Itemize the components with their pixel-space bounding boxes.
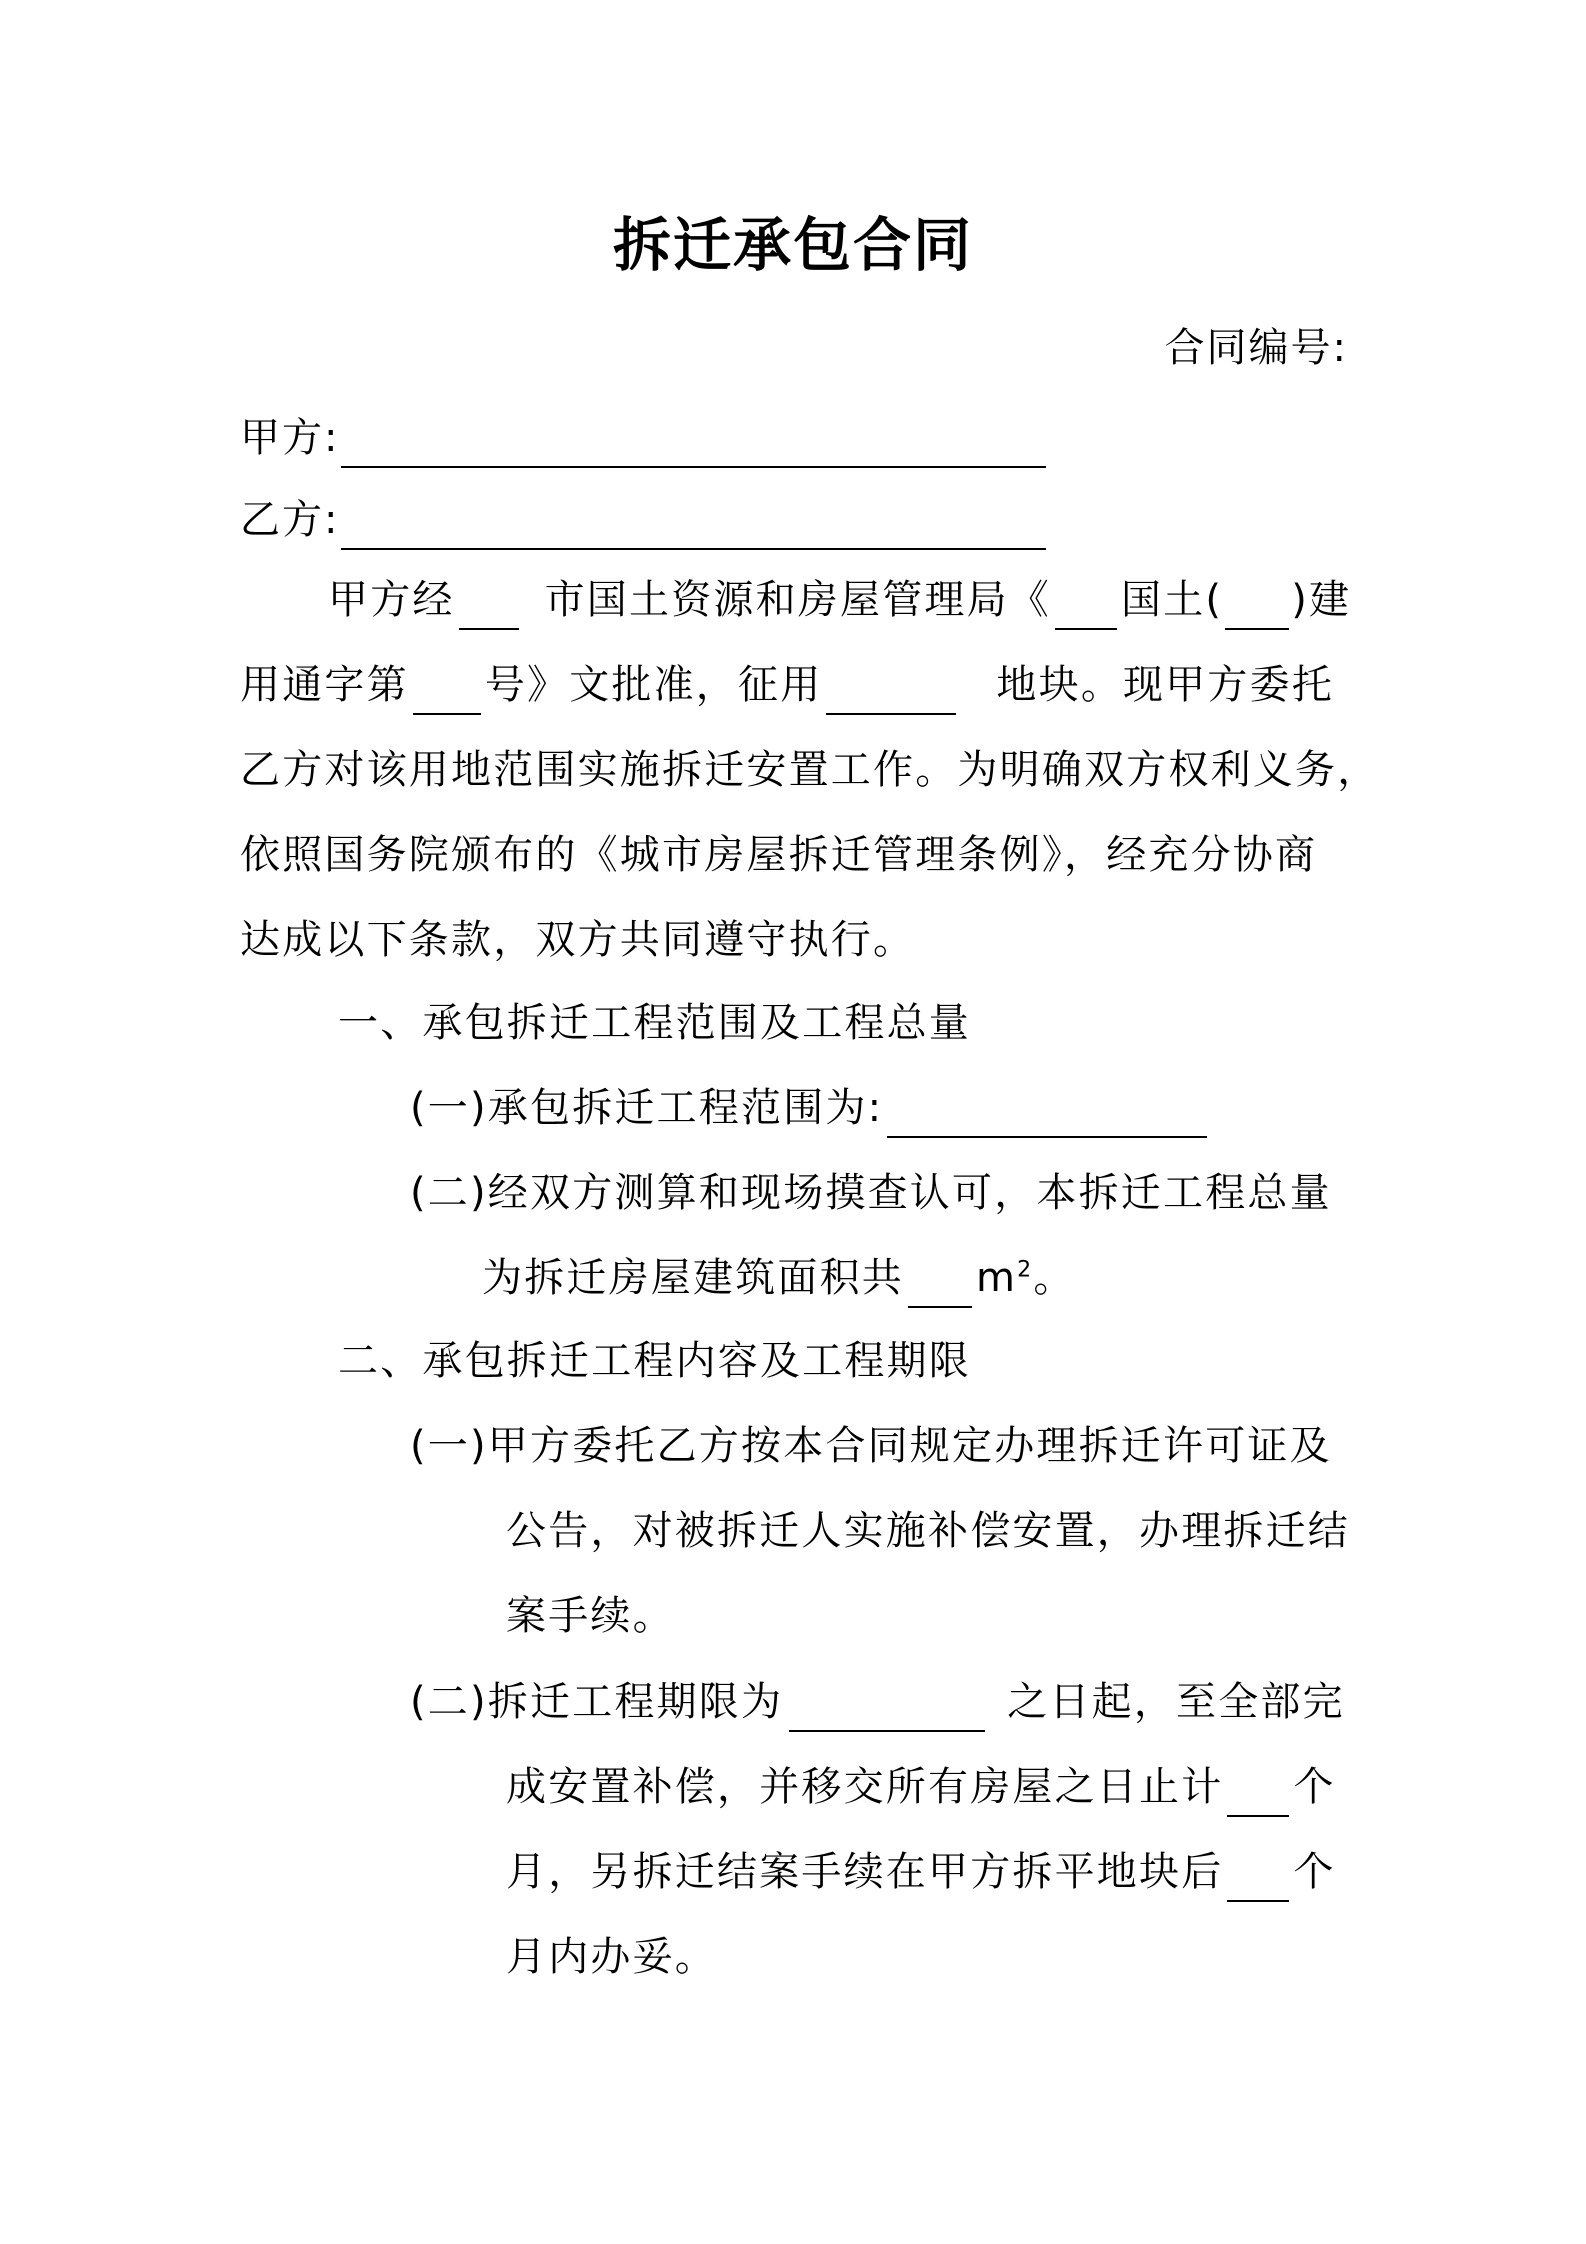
section-1-item-2-line-2 [482,1248,1076,1308]
section-1-item-2-line-1: (二)经双方测算和现场摸查认可，本拆迁工程总量 [410,1170,1332,1216]
party-b-row [240,490,1046,550]
party-a-row [240,408,1046,468]
section-2-item-2-line-1 [410,1672,1345,1732]
section-2-item-2-line-3 [506,1842,1336,1902]
intro-text: 号》文批准，征用 [484,662,823,708]
section-1-item-1 [410,1078,1207,1138]
party-a-label: 甲方: [240,415,340,461]
section-1-heading: 一、承包拆迁工程范围及工程总量 [338,1000,971,1046]
section-2-item-1-line-2: 公告，对被拆迁人实施补偿安置，办理拆迁结 [506,1508,1350,1554]
months-blank[interactable] [1227,1769,1289,1817]
closing-months-blank[interactable] [1227,1854,1289,1902]
intro-line-2 [240,655,1334,715]
scope-blank[interactable] [887,1090,1207,1138]
document-title: 拆迁承包合同 [612,211,973,279]
intro-line-1 [328,570,1351,630]
unit-text: m [976,1255,1018,1301]
party-b-label: 乙方: [240,497,340,543]
item-text: 为拆迁房屋建筑面积共 [482,1255,904,1301]
intro-text: 国土( [1121,577,1224,623]
intro-line-5: 达成以下条款，双方共同遵守执行。 [240,917,916,963]
doc-prefix-blank[interactable] [1055,582,1117,630]
plot-blank[interactable] [826,667,956,715]
item-text: 。 [1033,1255,1076,1301]
section-2-item-2-line-4: 月内办妥。 [506,1934,717,1980]
intro-line-4: 依照国务院颁布的《城市房屋拆迁管理条例》，经充分协商 [240,832,1318,878]
intro-text: 市国土资源和房屋管理局《 [544,577,1052,623]
start-date-blank[interactable] [789,1684,985,1732]
area-blank[interactable] [908,1260,972,1308]
doc-number-blank[interactable] [413,667,481,715]
intro-text: 甲方经 [328,577,455,623]
item-text: (二)拆迁工程期限为 [410,1679,784,1725]
party-a-field[interactable] [341,418,1046,468]
section-2-item-1-line-1: (一)甲方委托乙方按本合同规定办理拆迁许可证及 [410,1423,1332,1469]
item-text: 个 [1293,1849,1336,1895]
unit-superscript: 2 [1017,1257,1034,1283]
item-text: 个 [1293,1764,1336,1810]
contract-number-label: 合同编号: [1164,325,1348,371]
item-text: 之日起，至全部完 [1007,1679,1345,1725]
intro-text: 地块。现甲方委托 [996,662,1335,708]
party-b-field[interactable] [341,500,1046,550]
intro-text: )建 [1291,577,1352,623]
intro-line-3: 乙方对该用地范围实施拆迁安置工作。为明确双方权利义务， [240,747,1380,793]
city-blank[interactable] [459,582,519,630]
item-text: (一)承包拆迁工程范围为: [410,1085,884,1131]
intro-text: 用通字第 [240,662,409,708]
section-2-item-2-line-2 [506,1757,1336,1817]
item-text: 月，另拆迁结案手续在甲方拆平地块后 [506,1849,1224,1895]
item-text: 成安置补偿，并移交所有房屋之日止计 [506,1764,1224,1810]
section-2-heading: 二、承包拆迁工程内容及工程期限 [338,1338,971,1384]
year-blank[interactable] [1225,582,1289,630]
section-2-item-1-line-3: 案手续。 [506,1593,675,1639]
